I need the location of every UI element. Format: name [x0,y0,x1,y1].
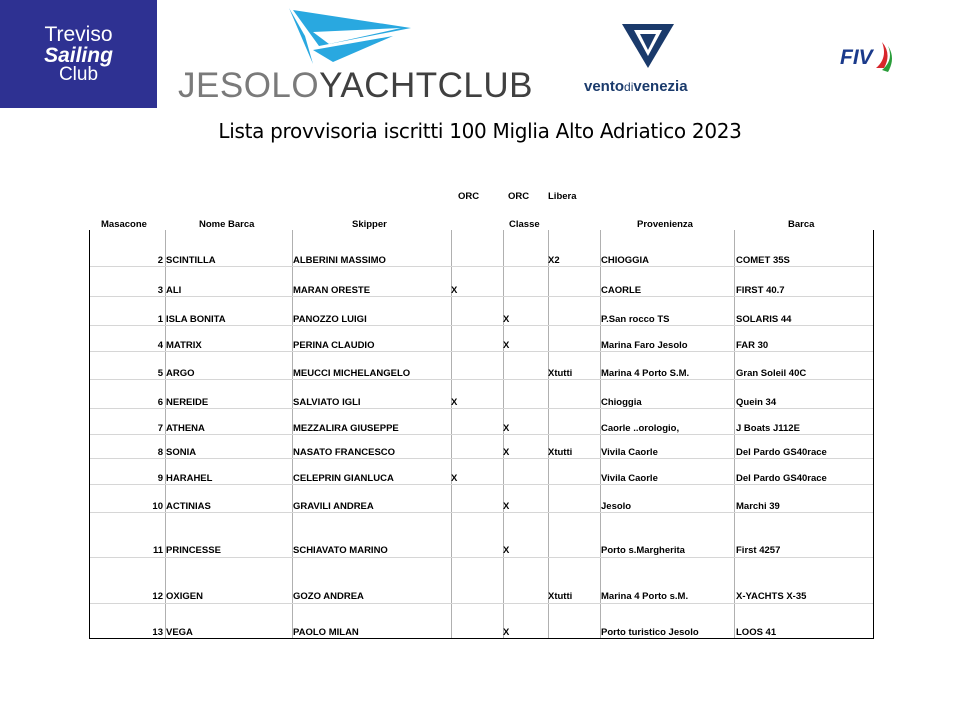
cell-number: 12 [152,591,163,602]
cell-skipper: MARAN ORESTE [293,285,371,296]
cell-boat-name: ALI [166,285,182,296]
cell-skipper: PANOZZO LUIGI [293,314,367,325]
cell-orc-1: X [451,473,458,484]
header-orc-1: ORC [458,191,480,202]
cell-number: 3 [157,285,163,296]
cell-barca: Del Pardo GS40race [736,473,827,484]
cell-number: 13 [152,627,163,638]
cell-provenienza: Vivila Caorle [601,447,658,458]
cell-orc-1: X [451,285,458,296]
cell-barca: FIRST 40.7 [736,285,785,296]
cell-number: 1 [157,314,163,325]
cell-barca: Quein 34 [736,397,777,408]
swoosh-icon [838,38,894,78]
cell-barca: Gran Soleil 40C [736,368,807,379]
cell-number: 6 [157,397,163,408]
cell-orc-2: X [503,314,510,325]
header-libera: Libera [548,191,577,202]
cell-provenienza: Chioggia [601,397,642,408]
cell-boat-name: HARAHEL [166,473,213,484]
cell-number: 2 [157,255,163,266]
cell-provenienza: Jesolo [601,501,632,512]
header-orc-2: ORC [508,191,530,202]
cell-orc-2: X [503,447,510,458]
cell-skipper: PERINA CLAUDIO [293,340,375,351]
logo-text-c: venezia [633,78,688,95]
row-divider [90,603,873,604]
cell-barca: FAR 30 [736,340,769,351]
cell-number: 4 [157,340,163,351]
cell-boat-name: ACTINIAS [166,501,211,512]
cell-provenienza: Porto s.Margherita [601,545,685,556]
cell-provenienza: CHIOGGIA [601,255,650,266]
cell-orc-2: X [503,627,510,638]
cell-number: 7 [157,423,163,434]
header-provenienza: Provenienza [637,219,693,230]
cell-barca: COMET 35S [736,255,790,266]
cell-boat-name: SCINTILLA [166,255,216,266]
row-divider [90,458,873,459]
vento-di-venezia-logo [584,22,716,98]
cell-barca: Del Pardo GS40race [736,447,827,458]
fiv-logo [838,38,894,78]
cell-orc-2: X [503,501,510,512]
row-divider [90,484,873,485]
logo-line-2: Sailing [44,44,113,67]
cell-barca: LOOS 41 [736,627,777,638]
cell-provenienza: P.San rocco TS [601,314,670,325]
cell-skipper: MEZZALIRA GIUSEPPE [293,423,399,434]
row-divider [90,408,873,409]
row-divider [90,379,873,380]
row-divider [90,266,873,267]
cell-orc-2: X [503,340,510,351]
cell-skipper: SALVIATO IGLI [293,397,361,408]
logo-line-1: Treviso [44,23,113,46]
logo-text: FIV [840,46,873,69]
cell-boat-name: ARGO [166,368,195,379]
logo-text [584,78,688,95]
cell-boat-name: ISLA BONITA [166,314,226,325]
cell-skipper: ALBERINI MASSIMO [293,255,386,266]
header-classe: Classe [509,219,540,230]
cell-boat-name: PRINCESSE [166,545,221,556]
header-skipper: Skipper [352,219,387,230]
logo-text-b: YACHTCLUB [319,66,533,105]
cell-skipper: PAOLO MILAN [293,627,359,638]
row-divider [90,434,873,435]
page-title: Lista provvisoria iscritti 100 Miglia Alto Adriatico 2023 [218,119,742,143]
cell-boat-name: NEREIDE [166,397,209,408]
cell-provenienza: Marina 4 Porto S.M. [601,368,690,379]
lion-shield-icon [620,22,676,70]
treviso-sailing-club-logo [0,0,157,108]
cell-provenienza: CAORLE [601,285,642,296]
cell-orc-2: X [503,423,510,434]
row-divider [90,557,873,558]
cell-provenienza: Marina Faro Jesolo [601,340,688,351]
logo-text-b: di [624,80,634,94]
cell-number: 9 [157,473,163,484]
header-nome-barca: Nome Barca [199,219,255,230]
logo-text [178,66,533,106]
cell-libera: Xtutti [548,591,573,602]
cell-barca: J Boats J112E [736,423,800,434]
cell-boat-name: OXIGEN [166,591,203,602]
logo-line-3: Club [58,64,99,85]
cell-skipper: SCHIAVATO MARINO [293,545,388,556]
cell-provenienza: Caorle ..orologio, [601,423,680,434]
cell-barca: SOLARIS 44 [736,314,792,325]
cell-number: 8 [157,447,163,458]
row-divider [90,351,873,352]
cell-boat-name: ATHENA [166,423,205,434]
cell-barca: X-YACHTS X-35 [736,591,807,602]
header-masacone: Masacone [101,219,147,230]
jesolo-yacht-club-logo [178,6,533,105]
row-divider [90,325,873,326]
cell-provenienza: Porto turistico Jesolo [601,627,699,638]
row-divider [90,512,873,513]
cell-libera: X2 [548,255,560,266]
cell-libera: Xtutti [548,368,573,379]
cell-skipper: NASATO FRANCESCO [293,447,396,458]
logo-text-a: JESOLO [178,66,320,105]
sail-icon [283,6,413,68]
cell-provenienza: Vivila Caorle [601,473,658,484]
logo-text-a: vento [584,78,625,95]
cell-skipper: GRAVILI ANDREA [293,501,374,512]
cell-number: 5 [157,368,163,379]
cell-boat-name: VEGA [166,627,193,638]
cell-provenienza: Marina 4 Porto s.M. [601,591,689,602]
cell-skipper: GOZO ANDREA [293,591,364,602]
cell-boat-name: SONIA [166,447,197,458]
cell-barca: Marchi 39 [736,501,780,512]
cell-number: 10 [152,501,163,512]
cell-barca: First 4257 [736,545,781,556]
cell-boat-name: MATRIX [166,340,202,351]
header-barca: Barca [788,219,815,230]
row-divider [90,296,873,297]
cell-libera: Xtutti [548,447,573,458]
cell-skipper: CELEPRIN GIANLUCA [293,473,394,484]
cell-orc-2: X [503,545,510,556]
cell-number: 11 [152,545,163,556]
cell-skipper: MEUCCI MICHELANGELO [293,368,411,379]
cell-orc-1: X [451,397,458,408]
